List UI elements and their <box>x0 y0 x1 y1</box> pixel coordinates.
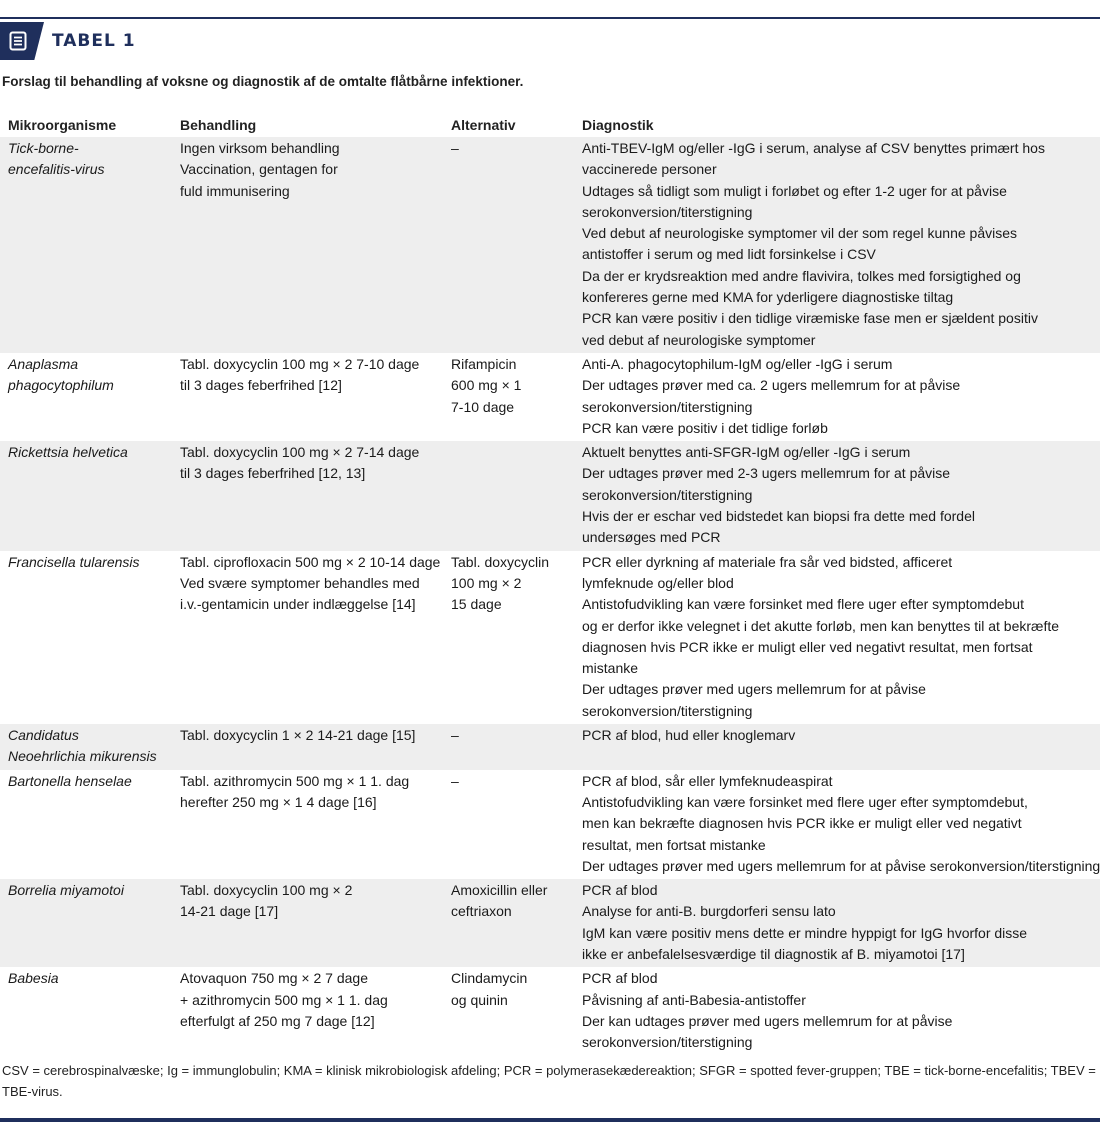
organism-line: Rickettsia helvetica <box>8 444 128 461</box>
diagnostics-line: diagnosen hvis PCR ikke er muligt eller ved negativt resultat, men fortsat <box>582 638 1033 655</box>
diagnostics-line: Analyse for anti-B. burgdorferi sensu lato <box>582 903 836 920</box>
table-header <box>0 22 1100 60</box>
diagnostics-line: men kan bekræfte diagnosen hvis PCR ikke er muligt eller ved negativt <box>582 815 1022 832</box>
column-header: Alternativ <box>451 117 516 133</box>
diagnostics-line: serokonversion/titerstigning <box>582 1034 753 1051</box>
alternative-line: Amoxicillin eller <box>451 882 548 899</box>
alternative-line: Rifampicin <box>451 355 517 372</box>
treatment-line: til 3 dages feberfrihed [12, 13] <box>180 465 366 482</box>
diagnostics-line: ikke er anbefalelsesværdige til diagnostik af B. miyamotoi [17] <box>582 945 965 962</box>
table-row <box>0 551 1100 724</box>
treatment-line: i.v.-gentamicin under indlæggelse [14] <box>180 596 416 613</box>
table-container <box>0 113 1100 1055</box>
organism-cell <box>0 724 172 770</box>
alternative-line: 100 mg × 2 <box>451 574 522 591</box>
diagnostics-line: serokonversion/titerstigning <box>582 203 753 220</box>
diagnostics-line: PCR af blod, sår eller lymfeknudeaspirat <box>582 772 833 789</box>
table-row <box>0 967 1100 1055</box>
alternative-line: 7-10 dage <box>451 398 515 415</box>
diagnostics-line: Antistofudvikling kan være forsinket med flere uger efter symptomdebut, <box>582 793 1028 810</box>
diagnostics-line: undersøges med PCR <box>582 529 721 546</box>
alternative-cell <box>443 967 574 1055</box>
alternative-line: – <box>451 140 459 156</box>
treatment-line: herefter 250 mg × 1 4 dage [16] <box>180 793 377 810</box>
treatment-cell <box>172 353 443 441</box>
diagnostics-line: Anti-TBEV-IgM og/eller -IgG i serum, analyse af CSV benyttes primært hos <box>582 140 1045 156</box>
treatment-line: Tabl. doxycyclin 100 mg × 2 7-14 dage <box>180 444 420 461</box>
table-row <box>0 770 1100 879</box>
diagnostics-line: lymfeknude og/eller blod <box>582 574 734 591</box>
diagnostics-line: mistanke <box>582 660 639 677</box>
treatment-cell <box>172 770 443 879</box>
table-row <box>0 724 1100 770</box>
diagnostics-line: PCR kan være positiv i det tidlige forløb <box>582 419 828 436</box>
treatment-line: Tabl. doxycyclin 1 × 2 14-21 dage [15] <box>180 727 416 744</box>
diagnostics-line: Der udtages prøver med ca. 2 ugers mellemrum for at påvise <box>582 377 961 394</box>
treatment-line: Vaccination, gentagen for <box>180 161 338 178</box>
alternative-line: og quinin <box>451 991 508 1008</box>
alternative-cell <box>443 770 574 879</box>
alternative-line: – <box>451 772 459 789</box>
treatment-cell <box>172 137 443 353</box>
alternative-cell <box>443 137 574 353</box>
diagnostics-line: Da der er krydsreaktion med andre flavivira, tolkes med forsigtighed og <box>582 267 1021 284</box>
organism-cell <box>0 551 172 724</box>
alternative-cell <box>443 879 574 967</box>
alternative-cell <box>443 441 574 550</box>
diagnostics-line: PCR af blod <box>582 970 658 987</box>
organism-line: Tick-borne- <box>8 140 79 156</box>
diagnostics-line: serokonversion/titerstigning <box>582 486 753 503</box>
diagnostics-line: serokonversion/titerstigning <box>582 702 753 719</box>
alternative-line: Tabl. doxycyclin <box>451 553 550 570</box>
treatment-line: efterfulgt af 250 mg 7 dage [12] <box>180 1012 375 1029</box>
organism-line: Candidatus <box>8 727 79 744</box>
table-footnote <box>2 1060 1096 1102</box>
organism-line: Bartonella henselae <box>8 772 132 789</box>
treatment-line: til 3 dages feberfrihed [12] <box>180 377 342 394</box>
treatment-cell <box>172 967 443 1055</box>
table-caption: Forslag til behandling af voksne og diagnostik af de omtalte flåtbårne infektioner. <box>2 74 524 89</box>
organism-line: Anaplasma <box>8 355 79 372</box>
treatment-line: + azithromycin 500 mg × 1 1. dag <box>180 991 388 1008</box>
organism-line: Francisella tularensis <box>8 553 140 570</box>
diagnostics-line: Der udtages prøver med 2-3 ugers mellemrum for at påvise <box>582 465 951 482</box>
table-row <box>0 879 1100 967</box>
diagnostics-line: Anti-A. phagocytophilum-IgM og/eller -IgG i serum <box>582 355 893 372</box>
organism-line: encefalitis-virus <box>8 161 105 178</box>
table-badge <box>0 22 44 60</box>
table-body <box>0 137 1100 1055</box>
organism-cell <box>0 967 172 1055</box>
diagnostics-cell <box>574 879 1100 967</box>
alternative-line: 600 mg × 1 <box>451 377 522 394</box>
table-title: TABEL 1 <box>52 31 136 51</box>
diagnostics-line: Hvis der er eschar ved bidstedet kan biopsi fra dette med fordel <box>582 508 975 525</box>
alternative-cell <box>443 353 574 441</box>
diagnostics-cell <box>574 441 1100 550</box>
organism-cell <box>0 879 172 967</box>
diagnostics-line: Aktuelt benyttes anti-SFGR-IgM og/eller -IgG i serum <box>582 444 911 461</box>
diagnostics-line: Udtages så tidligt som muligt i forløbet og efter 1-2 uger for at påvise <box>582 182 1007 199</box>
treatment-cell <box>172 441 443 550</box>
table-header-row <box>0 113 1100 137</box>
diagnostics-line: IgM kan være positiv mens dette er mindre hyppigt for IgG hvorfor disse <box>582 924 1028 941</box>
diagnostics-cell <box>574 770 1100 879</box>
diagnostics-cell <box>574 724 1100 770</box>
alternative-line: – <box>451 727 459 744</box>
organism-line: Neoehrlichia mikurensis <box>8 748 157 765</box>
alternative-line: ceftriaxon <box>451 903 512 920</box>
column-header: Diagnostik <box>582 117 654 133</box>
column-header: Behandling <box>180 117 257 133</box>
diagnostics-line: Antistofudvikling kan være forsinket med flere uger efter symptomdebut <box>582 596 1024 613</box>
treatment-line: 14-21 dage [17] <box>180 903 279 920</box>
diagnostics-line: Der udtages prøver med ugers mellemrum for at påvise <box>582 681 926 698</box>
diagnostics-cell <box>574 967 1100 1055</box>
organism-cell <box>0 770 172 879</box>
diagnostics-line: resultat, men fortsat mistanke <box>582 836 766 853</box>
document-list-icon <box>9 31 27 51</box>
organism-line: phagocytophilum <box>8 377 114 394</box>
diagnostics-line: serokonversion/titerstigning <box>582 398 753 415</box>
diagnostics-line: PCR af blod, hud eller knoglemarv <box>582 727 796 744</box>
alternative-cell <box>443 724 574 770</box>
treatment-table <box>0 113 1100 1055</box>
treatment-cell <box>172 551 443 724</box>
bottom-rule <box>0 1118 1100 1122</box>
organism-cell <box>0 441 172 550</box>
diagnostics-cell <box>574 137 1100 353</box>
diagnostics-cell <box>574 551 1100 724</box>
organism-cell <box>0 353 172 441</box>
organism-line: Babesia <box>8 970 59 987</box>
treatment-line: Tabl. doxycyclin 100 mg × 2 <box>180 882 353 899</box>
treatment-line: fuld immunisering <box>180 182 290 199</box>
diagnostics-line: PCR eller dyrkning af materiale fra sår ved bidsted, afficeret <box>582 553 953 570</box>
diagnostics-cell <box>574 353 1100 441</box>
treatment-cell <box>172 724 443 770</box>
footnote-line: CSV = cerebrospinalvæske; Ig = immunglobulin; KMA = klinisk mikrobiologisk afdeling; PCR = polymerasekædereaktion; SFGR = spotted fever-gruppen; TBE = tick-borne-encefalitis; TBEV = <box>2 1063 1096 1078</box>
treatment-line: Tabl. ciprofloxacin 500 mg × 2 10-14 dage <box>180 553 441 570</box>
diagnostics-line: vaccinerede personer <box>582 161 717 178</box>
treatment-cell <box>172 879 443 967</box>
organism-cell <box>0 137 172 353</box>
treatment-line: Ved svære symptomer behandles med <box>180 574 420 591</box>
diagnostics-line: ved debut af neurologiske symptomer <box>582 331 816 348</box>
alternative-cell <box>443 551 574 724</box>
diagnostics-line: antistoffer i serum og med lidt forsinkelse i CSV <box>582 246 876 263</box>
treatment-line: Tabl. doxycyclin 100 mg × 2 7-10 dage <box>180 355 420 372</box>
table-row <box>0 441 1100 550</box>
diagnostics-line: PCR af blod <box>582 882 658 899</box>
footnote-line: TBE-virus. <box>2 1084 63 1099</box>
column-header: Mikroorganisme <box>8 117 117 133</box>
alternative-line: Clindamycin <box>451 970 528 987</box>
diagnostics-line: PCR kan være positiv i den tidlige viræmiske fase men er sjældent positiv <box>582 310 1038 327</box>
diagnostics-line: Ved debut af neurologiske symptomer vil der som regel kunne påvises <box>582 225 1018 242</box>
diagnostics-line: konfereres gerne med KMA for yderligere diagnostiske tiltag <box>582 289 954 306</box>
diagnostics-line: Der kan udtages prøver med ugers mellemrum for at påvise <box>582 1012 953 1029</box>
organism-line: Borrelia miyamotoi <box>8 882 124 899</box>
diagnostics-line: og er derfor ikke velegnet i det akutte forløb, men kan benyttes til at bekræfte <box>582 617 1060 634</box>
diagnostics-line: Påvisning af anti-Babesia-antistoffer <box>582 991 806 1008</box>
treatment-line: Atovaquon 750 mg × 2 7 dage <box>180 970 368 987</box>
top-rule <box>0 17 1100 19</box>
treatment-line: Tabl. azithromycin 500 mg × 1 1. dag <box>180 772 410 789</box>
alternative-line: 15 dage <box>451 596 502 613</box>
diagnostics-line: Der udtages prøver med ugers mellemrum for at påvise serokonversion/titerstigning <box>582 857 1100 874</box>
treatment-line: Ingen virksom behandling <box>180 140 340 156</box>
table-row <box>0 137 1100 353</box>
table-row <box>0 353 1100 441</box>
